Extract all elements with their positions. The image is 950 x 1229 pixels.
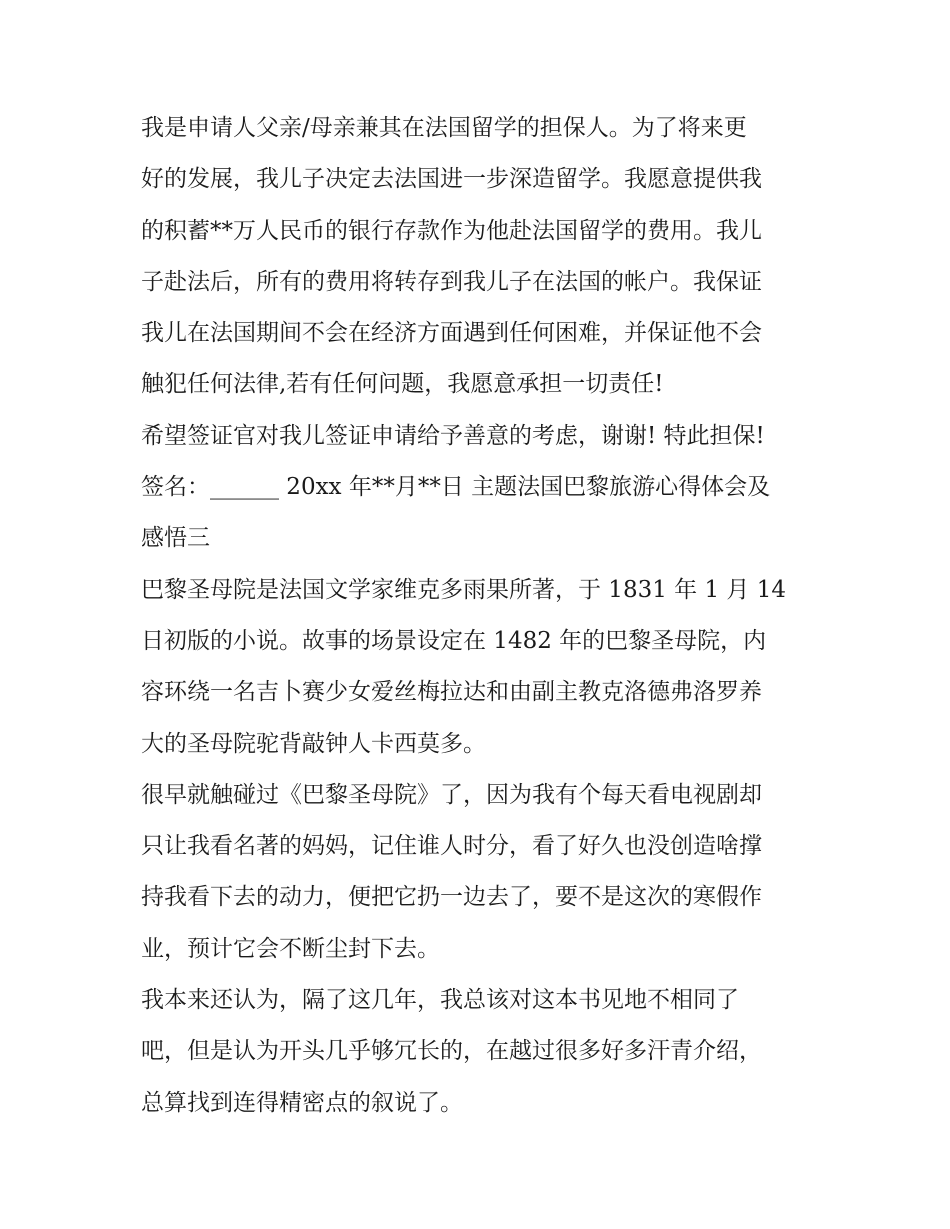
text-line: 好的发展，我儿子决定去法国进一步深造留学。我愿意提供我: [141, 166, 762, 193]
text-line: 日初版的小说。故事的场景设定在 1482 年的巴黎圣母院，内: [141, 627, 767, 654]
text-line: 巴黎圣母院是法国文学家维克多雨果所著，于 1831 年 1 月 14: [141, 576, 786, 603]
text-line: 子赴法后，所有的费用将转存到我儿子在法国的帐户。我保证: [141, 268, 762, 295]
text-line: 大的圣母院驼背敲钟人卡西莫多。: [141, 730, 486, 757]
text-line: 我儿在法国期间不会在经济方面遇到任何困难，并保证他不会: [141, 320, 762, 347]
text-line: 只让我看名著的妈妈，记住谁人时分，看了好久也没创造啥撑: [141, 833, 762, 860]
text-line: 业，预计它会不断尘封下去。: [141, 935, 440, 962]
text-line: 我是申请人父亲/母亲兼其在法国留学的担保人。为了将来更: [141, 115, 747, 141]
text-line: 我本来还认为，隔了这几年，我总该对这本书见地不相同了: [141, 987, 739, 1014]
text-line: 很早就触碰过《巴黎圣母院》了，因为我有个每天看电视剧却: [141, 781, 762, 808]
text-line: 的积蓄**万人民币的银行存款作为他赴法国留学的费用。我儿: [141, 217, 762, 244]
text-line: 持我看下去的动力，便把它扔一边去了，要不是这次的寒假作: [141, 884, 762, 911]
text-line: 希望签证官对我儿签证申请给予善意的考虑，谢谢! 特此担保!: [141, 422, 765, 449]
text-line: 签名：______ 20xx 年**月**日 主题法国巴黎旅游心得体会及: [141, 474, 771, 501]
text-line: 容环绕一名吉卜赛少女爱丝梅拉达和由副主教克洛德弗洛罗养: [141, 679, 762, 706]
text-line: 吧，但是认为开头几乎够冗长的，在越过很多好多汗青介绍，: [141, 1038, 762, 1065]
text-line: 总算找到连得精密点的叙说了。: [141, 1089, 463, 1116]
text-line: 触犯任何法律,若有任何问题，我愿意承担一切责任!: [141, 371, 664, 398]
text-line: 感悟三: [141, 525, 210, 552]
document-body: [141, 103, 813, 1129]
